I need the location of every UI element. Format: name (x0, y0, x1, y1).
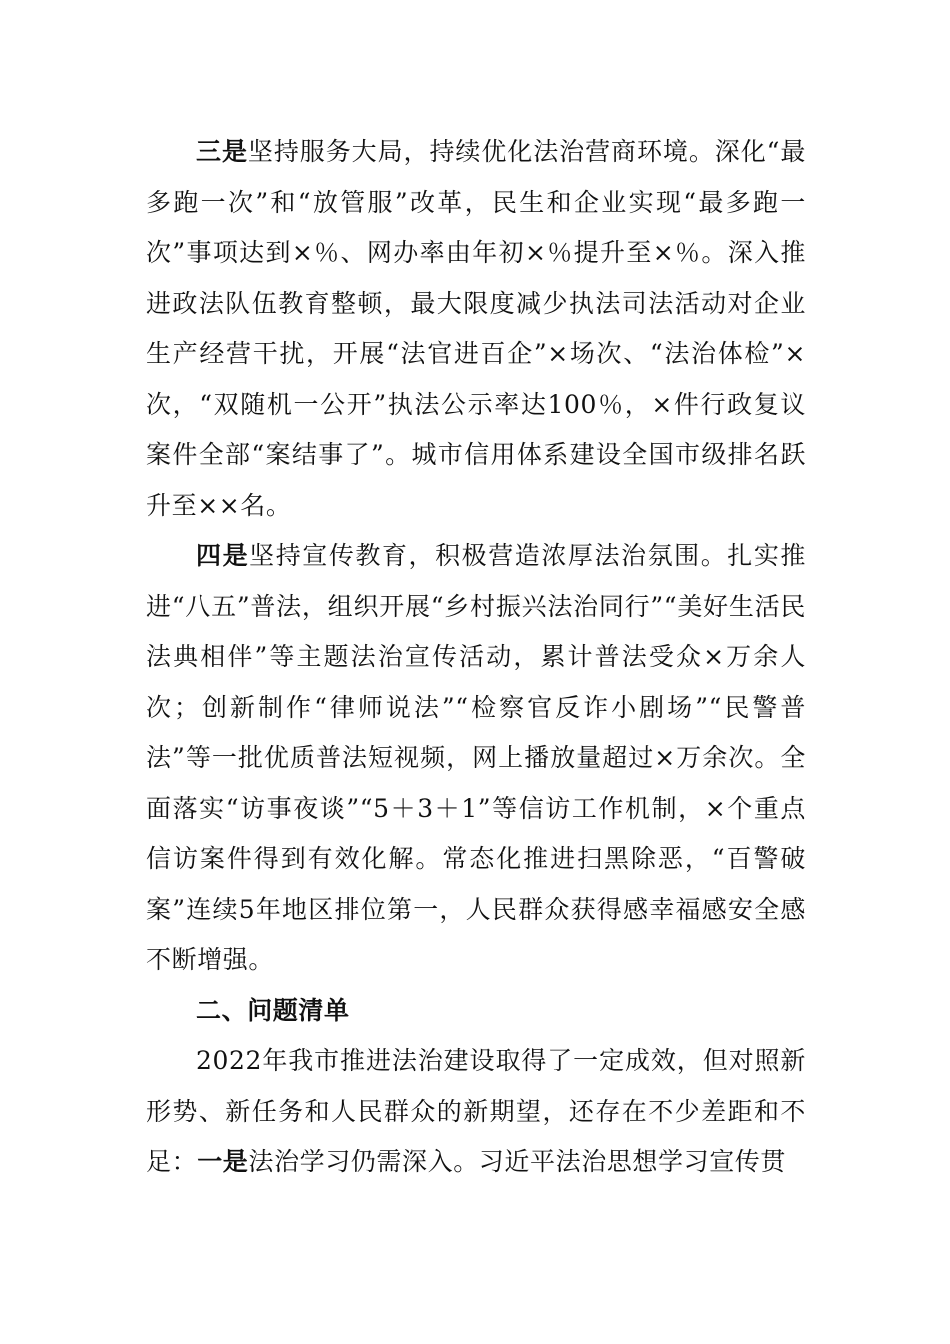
paragraph-lead-label: 四是 (196, 541, 250, 570)
paragraph-lead-label: 一是 (197, 1147, 249, 1176)
paragraph-problems (146, 1036, 806, 1188)
paragraph-publicity-education (146, 531, 806, 986)
paragraph-text: 2022年我市推进法治建设取得了一定成效，但对照新形势、新任务和人民群众的新期望，还存在不少差距和不足： (146, 1046, 806, 1176)
paragraph-text: 坚持宣传教育，积极营造浓厚法治氛围。扎实推进“八五”普法，组织开展“乡村振兴法治同行”“美好生活民法典相伴”等主题法治宣传活动，累计普法受众×万余人次；创新制作“律师说法”“检察官反诈小剧场”“民警普法”等一批优质普法短视频，网上播放量超过×万余次。全面落实“访事夜谈”“5＋3＋1”等信访工作机制，×个重点信访案件得到有效化解。常态化推进扫黑除恶，“百警破案”连续5年地区排位第一，人民群众获得感幸福感安全感不断增强。 (146, 541, 807, 974)
document-body (146, 127, 806, 1188)
paragraph-text: 法治学习仍需深入。习近平法治思想学习宣传贯 (248, 1147, 787, 1176)
section-heading-problem-list: 二、问题清单 (196, 995, 350, 1025)
paragraph-text: 坚持服务大局，持续优化法治营商环境。深化“最多跑一次”和“放管服”改革，民生和企业实现“最多跑一次”事项达到×％、网办率由年初×％提升至×％。深入推进政法队伍教育整顿，最大限度减少执法司法活动对企业生产经营干扰，开展“法官进百企”×场次、“法治体检”×次，“双随机一公开”执法公示率达100％，×件行政复议案件全部“案结事了”。城市信用体系建设全国市级排名跃升至××名。 (146, 137, 807, 520)
paragraph-service-environment (146, 127, 806, 531)
paragraph-lead-label: 三是 (196, 137, 248, 166)
